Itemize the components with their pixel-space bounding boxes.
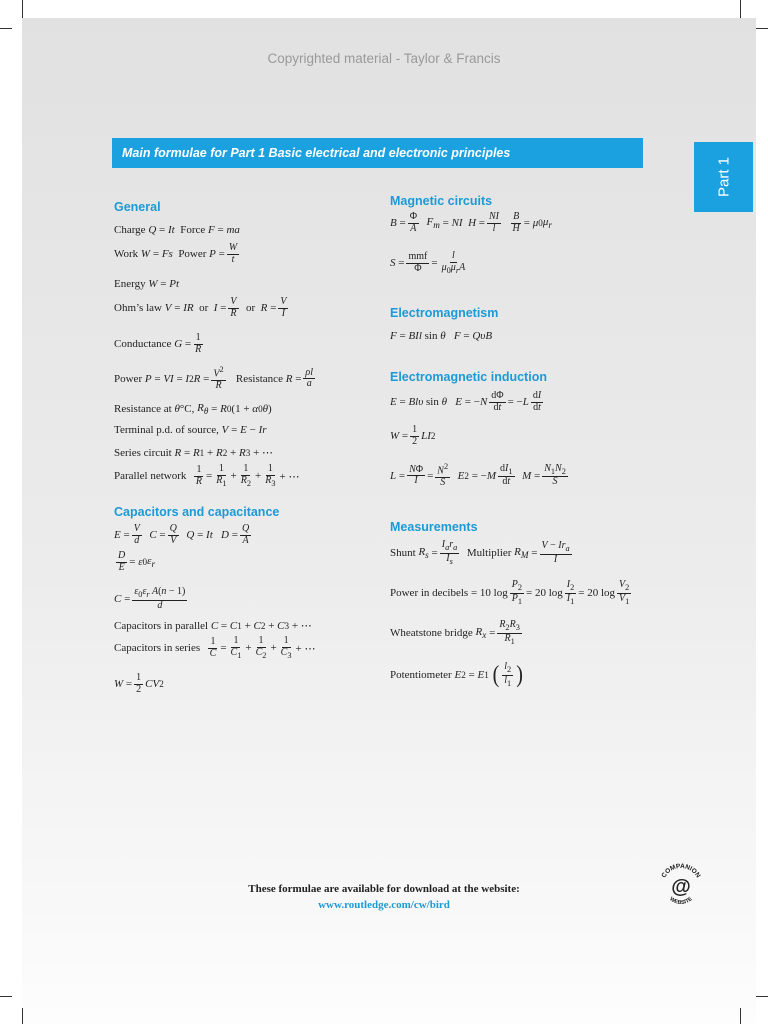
label-cap-series: Capacitors in series xyxy=(114,642,201,655)
formula-reluctance: S = $\frac{\text{mmf}}{\Phi}$ = $\frac{l}{\mu_0\mu_rA}$ xyxy=(390,250,466,275)
formula-energy: Energy W = Pt xyxy=(114,278,179,290)
formula-terminal-pd: Terminal p.d. of source, V = E − Ir xyxy=(114,424,267,436)
formula-power-resistance: Power P = VI = I 2 R = $\frac{V^2}{R}$ Resistance R = $\frac{\rho l}{a}$ xyxy=(114,365,313,391)
website-link[interactable]: www.routledge.com/cw/bird xyxy=(318,899,450,911)
formula-resistance-temperature: Resistance at θ °C, $R_\theta$ = R 0 (1 + α 0 θ ) xyxy=(114,402,272,417)
formula-capacitors-parallel: Capacitors in parallel C = C 1 + C 2 + C 3 + ⋯ xyxy=(114,619,312,632)
section-measurements: Measurements xyxy=(390,520,478,534)
section-electromagnetism: Electromagnetism xyxy=(390,306,499,320)
badge-at-symbol: @ xyxy=(671,876,691,898)
section-capacitors: Capacitors and capacitance xyxy=(114,505,280,519)
banner-title: Main formulae for Part 1 Basic electrical and electronic principles xyxy=(112,138,643,168)
section-magnetic-circuits: Magnetic circuits xyxy=(390,194,493,208)
formula-force-on-conductor: F = BIl sin θ F = Qυ B xyxy=(390,330,493,342)
crop-mark-right-lower xyxy=(756,996,768,997)
companion-website-badge-icon xyxy=(655,860,707,912)
label-charge: Charge xyxy=(114,224,146,236)
formula-shunt-multiplier: Shunt $R_s$ = $\frac{I_ar_a}{I_s}$ Multiplier $R_M$ = $\frac{V - Ir_a}{I}$ xyxy=(390,539,570,566)
page-background xyxy=(22,18,756,1024)
label-ohms-law: Ohm’s law xyxy=(114,302,162,314)
badge-top-text: COMPANION xyxy=(660,862,702,880)
label-power-decibels: Power in decibels xyxy=(390,587,469,600)
part-tab-label: Part 1 xyxy=(715,156,732,198)
label-resistance: Resistance xyxy=(235,372,283,385)
label-or-2: or xyxy=(246,302,256,314)
crop-mark-left-upper xyxy=(0,28,12,29)
label-parallel-network: Parallel network xyxy=(114,470,187,483)
formula-power-decibels: Power in decibels = 10 log $\frac{P_2}{P_1}$ = 20 log $\frac{I_2}{I_1}$ = 20 log $\frac{V_2}{V_1}$ xyxy=(390,579,630,606)
crop-mark-bottom-right xyxy=(740,1008,741,1024)
label-terminal-pd: Terminal p.d. of source, xyxy=(114,424,219,436)
label-conductance: Conductance xyxy=(114,338,172,350)
label-shunt: Shunt xyxy=(390,547,416,560)
formula-flux-density-ratio: $\frac{D}{E}$ = ε 0 $\varepsilon_r$ xyxy=(118,550,156,573)
label-or-1: or xyxy=(199,302,209,314)
formula-capacitance-basic: E = $\frac{V}{d}$ C = $\frac{Q}{V}$ Q = It D = $\frac{Q}{A}$ xyxy=(114,523,250,546)
formula-inductance-mutual: L = $\frac{N\Phi}{I}$ = $\frac{N^2}{S}$ E 2 = − M $\frac{dI_1}{dt}$ M = $\frac{N_1N_2}{S}$ xyxy=(390,462,566,488)
label-power: Power xyxy=(178,248,207,260)
formula-capacitors-series: Capacitors in series $\frac{1}{C}$ = $\frac{1}{C_1}$ + $\frac{1}{C_2}$ + $\frac{1}{C_3}$ + ⋯ xyxy=(114,635,316,660)
crop-mark-right-upper xyxy=(756,28,768,29)
part-tab xyxy=(694,142,753,212)
label-work: Work xyxy=(114,248,139,260)
badge-bottom-text: WEBSITE xyxy=(668,896,694,907)
formula-wheatstone-bridge: Wheatstone bridge $R_x$ = $\frac{R_2R_3}{R_1}$ xyxy=(390,619,520,646)
label-energy: Energy xyxy=(114,278,146,290)
crop-mark-bottom-left xyxy=(22,1008,23,1024)
crop-mark-top-right xyxy=(740,0,741,18)
formula-capacitor-energy: W = $\frac{1}{2}$ CV 2 xyxy=(114,672,164,695)
label-resistance-at: Resistance at xyxy=(114,403,172,416)
formula-parallel-network: Parallel network $\frac{1}{R}$ = $\frac{1}{R_1}$ + $\frac{1}{R_2}$ + $\frac{1}{R_3}$ + ⋯ xyxy=(114,463,300,488)
label-force: Force xyxy=(180,224,206,236)
section-electromagnetic-induction: Electromagnetic induction xyxy=(390,370,547,384)
label-wheatstone: Wheatstone bridge xyxy=(390,627,473,640)
formula-conductance: Conductance G = $\frac{1}{R}$ xyxy=(114,332,202,355)
crop-mark-top-left xyxy=(22,0,23,18)
crop-mark-left-lower xyxy=(0,996,12,997)
label-power-2: Power xyxy=(114,372,143,385)
label-series-circuit: Series circuit xyxy=(114,446,172,459)
formula-charge-force: Charge Q = It Force F = ma xyxy=(114,224,240,236)
formula-multiplate-capacitor: C = $\frac{\varepsilon_0\varepsilon_r A(n - 1)}{d}$ xyxy=(114,586,186,611)
section-general: General xyxy=(114,200,161,214)
formula-magnetic-basic: B = $\frac{\Phi}{A}$ $F_m$ = NI H = $\frac{NI}{l}$ $\frac{B}{H}$ = μ 0 $\mu_r$ xyxy=(390,211,552,234)
formula-work-power: Work W = Fs Power P = $\frac{W}{t}$ xyxy=(114,242,238,265)
copyright-notice: Copyrighted material - Taylor & Francis xyxy=(267,51,501,66)
label-multiplier: Multiplier xyxy=(466,547,512,560)
label-cap-parallel: Capacitors in parallel xyxy=(114,619,209,632)
formula-induced-emf: E = Blυ sin θ E = − N $\frac{d\Phi}{dt}$ = − L $\frac{dI}{dt}$ xyxy=(390,390,542,413)
label-potentiometer: Potentiometer xyxy=(390,669,452,682)
formula-ohms-law: Ohm’s law V = IR or I = $\frac{V}{R}$ or R = $\frac{V}{I}$ xyxy=(114,296,287,319)
download-note: These formulae are available for download at the website: xyxy=(248,883,520,895)
formula-series-circuit: Series circuit R = R 1 + R 2 + R 3 + ⋯ xyxy=(114,446,274,459)
formula-inductor-energy: W = $\frac{1}{2}$ LI 2 xyxy=(390,424,436,447)
formula-potentiometer: Potentiometer E 2 = E 1 ( $\frac{l_2}{l_1}$ ) xyxy=(390,661,523,689)
